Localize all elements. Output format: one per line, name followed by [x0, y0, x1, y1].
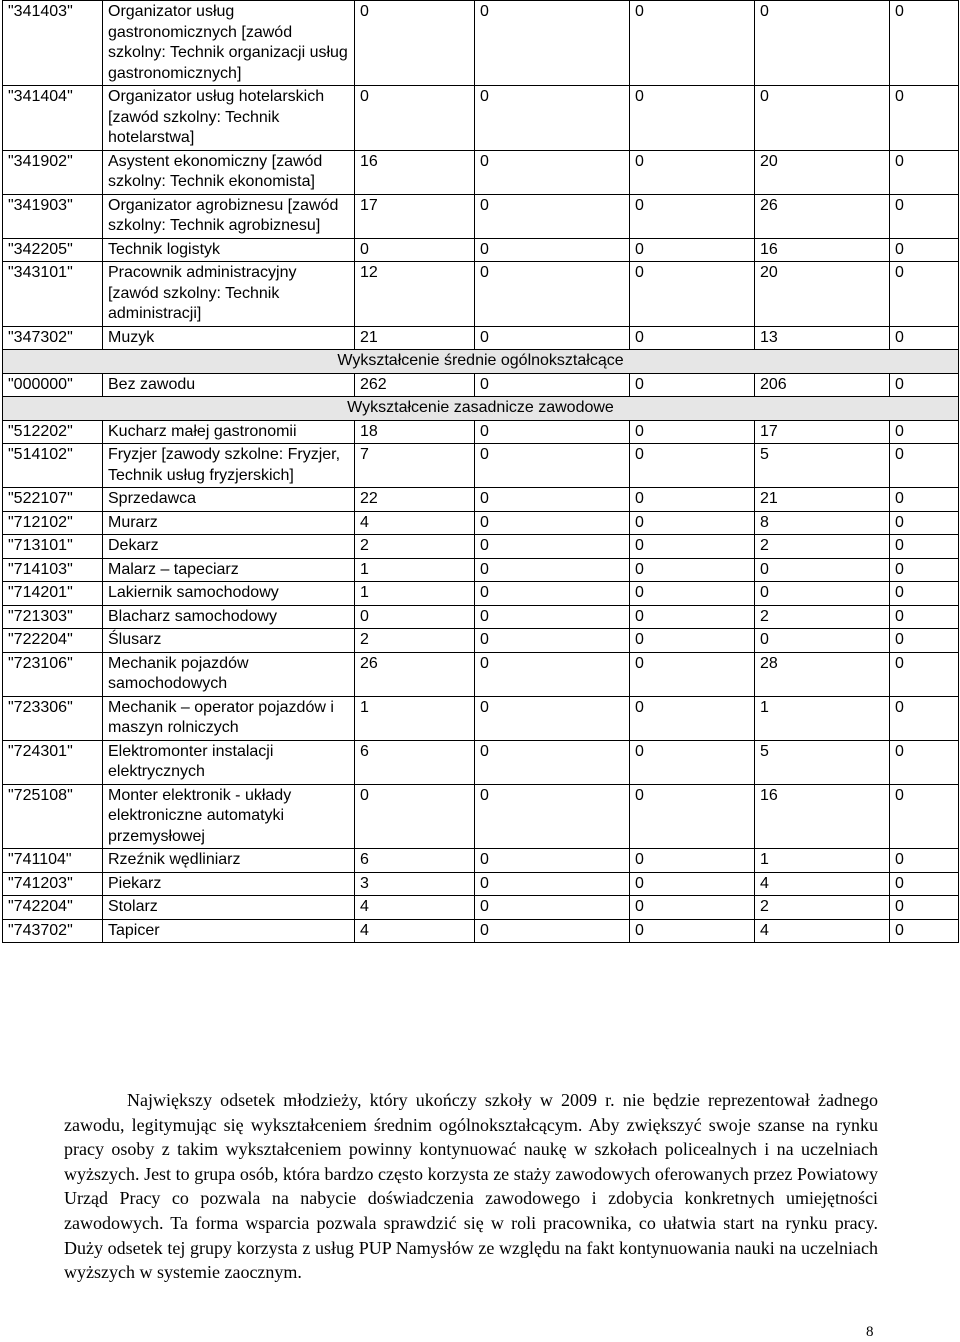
occupation-name: Organizator usług hotelarskich [zawód szkolny: Technik hotelarstwa] [103, 86, 355, 151]
value-cell: 2 [755, 605, 890, 629]
value-cell: 0 [475, 652, 630, 696]
value-cell: 0 [890, 784, 959, 849]
value-cell: 0 [890, 86, 959, 151]
table-row [3, 194, 959, 238]
value-cell: 0 [475, 535, 630, 559]
occupation-name: Ślusarz [103, 629, 355, 653]
occupation-name: Rzeźnik wędliniarz [103, 849, 355, 873]
value-cell: 0 [755, 558, 890, 582]
value-cell: 17 [755, 420, 890, 444]
value-cell: 0 [630, 194, 755, 238]
value-cell: 0 [890, 238, 959, 262]
value-cell: 262 [355, 373, 475, 397]
value-cell: 0 [475, 420, 630, 444]
value-cell: 0 [475, 605, 630, 629]
occupation-table [2, 0, 959, 943]
occupation-code: "341903" [3, 194, 103, 238]
table-row [3, 652, 959, 696]
value-cell: 12 [355, 262, 475, 327]
value-cell: 0 [630, 86, 755, 151]
occupation-code: "343101" [3, 262, 103, 327]
value-cell: 0 [475, 488, 630, 512]
table-row [3, 326, 959, 350]
value-cell: 0 [890, 740, 959, 784]
occupation-name: Murarz [103, 511, 355, 535]
value-cell: 0 [630, 535, 755, 559]
value-cell: 0 [630, 444, 755, 488]
value-cell: 3 [355, 872, 475, 896]
table-row [3, 558, 959, 582]
value-cell: 0 [630, 784, 755, 849]
occupation-code: "347302" [3, 326, 103, 350]
occupation-code: "341403" [3, 1, 103, 86]
value-cell: 0 [630, 896, 755, 920]
value-cell: 0 [630, 1, 755, 86]
value-cell: 1 [355, 558, 475, 582]
value-cell: 1 [355, 582, 475, 606]
value-cell: 0 [630, 919, 755, 943]
occupation-name: Kucharz małej gastronomii [103, 420, 355, 444]
value-cell: 5 [755, 740, 890, 784]
occupation-code: "723306" [3, 696, 103, 740]
value-cell: 0 [890, 373, 959, 397]
value-cell: 0 [475, 1, 630, 86]
value-cell: 0 [355, 238, 475, 262]
value-cell: 0 [890, 605, 959, 629]
occupation-name: Muzyk [103, 326, 355, 350]
occupation-name: Mechanik pojazdów samochodowych [103, 652, 355, 696]
occupation-name: Bez zawodu [103, 373, 355, 397]
value-cell: 21 [355, 326, 475, 350]
value-cell: 0 [630, 872, 755, 896]
value-cell: 0 [475, 872, 630, 896]
value-cell: 0 [890, 326, 959, 350]
table-row [3, 262, 959, 327]
value-cell: 0 [475, 849, 630, 873]
occupation-code: "713101" [3, 535, 103, 559]
value-cell: 4 [355, 896, 475, 920]
value-cell: 4 [355, 511, 475, 535]
value-cell: 0 [630, 696, 755, 740]
occupation-code: "712102" [3, 511, 103, 535]
occupation-name: Malarz – tapeciarz [103, 558, 355, 582]
value-cell: 0 [630, 558, 755, 582]
table-row [3, 872, 959, 896]
value-cell: 0 [475, 326, 630, 350]
occupation-name: Pracownik administracyjny [zawód szkolny: Technik administracji] [103, 262, 355, 327]
value-cell: 0 [890, 262, 959, 327]
value-cell: 16 [755, 238, 890, 262]
value-cell: 0 [630, 488, 755, 512]
value-cell: 0 [890, 535, 959, 559]
value-cell: 20 [755, 150, 890, 194]
occupation-name: Blacharz samochodowy [103, 605, 355, 629]
value-cell: 0 [355, 1, 475, 86]
value-cell: 1 [755, 696, 890, 740]
value-cell: 0 [890, 696, 959, 740]
summary-paragraph: Największy odsetek młodzieży, który ukończy szkoły w 2009 r. nie będzie reprezentował żadnego zawodu, legitymując się wykształceniem średnim ogólnokształcącym. Aby zwiększyć swoje szanse na rynku pracy osoby z takim wykształceniem powinny kontynuować naukę w szkołach policealnych i na uczelniach wyższych. Jest to grupa osób, która bardzo często korzysta ze staży zawodowych oferowanych przez Powiatowy Urząd Pracy co pozwala na nabycie doświadczenia zawodowego i zdobycia konkretnych umiejętności zawodowych. Ta forma wsparcia pozwala sprawdzić się w roli pracownika, co ułatwia start na rynku pracy. Duży odsetek tej grupy korzysta z usług PUP Namysłów ze względu na fakt kontynuowania nauki na uczelniach wyższych w systemie zaocznym. [64, 1090, 878, 1283]
section-header: Wykształcenie średnie ogólnokształcące [3, 350, 959, 374]
table-row [3, 605, 959, 629]
value-cell: 4 [755, 872, 890, 896]
value-cell: 1 [355, 696, 475, 740]
occupation-code: "341902" [3, 150, 103, 194]
occupation-code: "725108" [3, 784, 103, 849]
value-cell: 0 [475, 373, 630, 397]
value-cell: 2 [755, 896, 890, 920]
value-cell: 0 [475, 740, 630, 784]
occupation-name: Elektromonter instalacji elektrycznych [103, 740, 355, 784]
occupation-name: Technik logistyk [103, 238, 355, 262]
value-cell: 0 [890, 849, 959, 873]
value-cell: 0 [475, 919, 630, 943]
value-cell: 0 [355, 605, 475, 629]
value-cell: 0 [630, 150, 755, 194]
occupation-name: Stolarz [103, 896, 355, 920]
table-row [3, 582, 959, 606]
occupation-code: "741104" [3, 849, 103, 873]
value-cell: 16 [755, 784, 890, 849]
value-cell: 0 [475, 582, 630, 606]
section-header-row [3, 350, 959, 374]
value-cell: 0 [630, 262, 755, 327]
value-cell: 6 [355, 849, 475, 873]
table-row [3, 784, 959, 849]
value-cell: 0 [475, 629, 630, 653]
occupation-code: "342205" [3, 238, 103, 262]
value-cell: 7 [355, 444, 475, 488]
occupation-name: Organizator usług gastronomicznych [zawód szkolny: Technik organizacji usług gastronomicznych] [103, 1, 355, 86]
value-cell: 0 [890, 652, 959, 696]
value-cell: 18 [355, 420, 475, 444]
value-cell: 0 [630, 652, 755, 696]
occupation-code: "000000" [3, 373, 103, 397]
occupation-code: "724301" [3, 740, 103, 784]
value-cell: 6 [355, 740, 475, 784]
table-row [3, 373, 959, 397]
value-cell: 4 [755, 919, 890, 943]
occupation-code: "514102" [3, 444, 103, 488]
occupation-code: "743702" [3, 919, 103, 943]
value-cell: 0 [630, 740, 755, 784]
value-cell: 0 [355, 86, 475, 151]
value-cell: 0 [630, 373, 755, 397]
table-row [3, 444, 959, 488]
value-cell: 0 [475, 86, 630, 151]
value-cell: 0 [630, 582, 755, 606]
table-row [3, 896, 959, 920]
table-row [3, 696, 959, 740]
occupation-code: "341404" [3, 86, 103, 151]
value-cell: 1 [755, 849, 890, 873]
value-cell: 0 [890, 444, 959, 488]
value-cell: 21 [755, 488, 890, 512]
occupation-name: Asystent ekonomiczny [zawód szkolny: Technik ekonomista] [103, 150, 355, 194]
value-cell: 0 [890, 488, 959, 512]
value-cell: 17 [355, 194, 475, 238]
value-cell: 0 [630, 849, 755, 873]
value-cell: 20 [755, 262, 890, 327]
value-cell: 0 [630, 238, 755, 262]
value-cell: 0 [475, 784, 630, 849]
table-row [3, 150, 959, 194]
value-cell: 0 [630, 326, 755, 350]
value-cell: 2 [755, 535, 890, 559]
occupation-code: "522107" [3, 488, 103, 512]
value-cell: 0 [755, 629, 890, 653]
value-cell: 0 [355, 784, 475, 849]
value-cell: 2 [355, 535, 475, 559]
value-cell: 0 [890, 1, 959, 86]
value-cell: 0 [890, 558, 959, 582]
table-row [3, 849, 959, 873]
value-cell: 0 [475, 444, 630, 488]
value-cell: 2 [355, 629, 475, 653]
value-cell: 0 [475, 696, 630, 740]
occupation-code: "721303" [3, 605, 103, 629]
value-cell: 16 [355, 150, 475, 194]
occupation-name: Fryzjer [zawody szkolne: Fryzjer, Technik usług fryzjerskich] [103, 444, 355, 488]
value-cell: 0 [475, 238, 630, 262]
value-cell: 26 [355, 652, 475, 696]
occupation-code: "512202" [3, 420, 103, 444]
occupation-table-body [3, 1, 959, 943]
table-row [3, 1, 959, 86]
value-cell: 0 [890, 629, 959, 653]
table-row [3, 488, 959, 512]
table-row [3, 919, 959, 943]
value-cell: 0 [630, 605, 755, 629]
occupation-name: Sprzedawca [103, 488, 355, 512]
value-cell: 0 [630, 629, 755, 653]
value-cell: 0 [890, 150, 959, 194]
value-cell: 0 [755, 582, 890, 606]
value-cell: 0 [475, 896, 630, 920]
value-cell: 0 [890, 872, 959, 896]
value-cell: 0 [475, 558, 630, 582]
table-row [3, 629, 959, 653]
value-cell: 0 [630, 420, 755, 444]
occupation-code: "723106" [3, 652, 103, 696]
occupation-code: "722204" [3, 629, 103, 653]
occupation-name: Organizator agrobiznesu [zawód szkolny: Technik agrobiznesu] [103, 194, 355, 238]
value-cell: 5 [755, 444, 890, 488]
value-cell: 0 [890, 194, 959, 238]
value-cell: 0 [890, 582, 959, 606]
occupation-name: Tapicer [103, 919, 355, 943]
value-cell: 206 [755, 373, 890, 397]
value-cell: 0 [755, 86, 890, 151]
value-cell: 0 [475, 262, 630, 327]
occupation-code: "714201" [3, 582, 103, 606]
value-cell: 0 [630, 511, 755, 535]
value-cell: 0 [475, 511, 630, 535]
table-row [3, 238, 959, 262]
value-cell: 0 [890, 420, 959, 444]
page-number: 8 [866, 1324, 874, 1340]
table-row [3, 740, 959, 784]
value-cell: 28 [755, 652, 890, 696]
value-cell: 0 [890, 896, 959, 920]
occupation-name: Mechanik – operator pojazdów i maszyn rolniczych [103, 696, 355, 740]
section-header-row [3, 397, 959, 421]
value-cell: 0 [890, 919, 959, 943]
occupation-code: "714103" [3, 558, 103, 582]
occupation-name: Piekarz [103, 872, 355, 896]
value-cell: 13 [755, 326, 890, 350]
value-cell: 4 [355, 919, 475, 943]
table-row [3, 511, 959, 535]
value-cell: 0 [475, 150, 630, 194]
occupation-name: Lakiernik samochodowy [103, 582, 355, 606]
value-cell: 0 [890, 511, 959, 535]
occupation-code: "741203" [3, 872, 103, 896]
occupation-name: Monter elektronik - układy elektroniczne automatyki przemysłowej [103, 784, 355, 849]
table-row [3, 420, 959, 444]
occupation-name: Dekarz [103, 535, 355, 559]
occupation-code: "742204" [3, 896, 103, 920]
table-row [3, 86, 959, 151]
value-cell: 0 [755, 1, 890, 86]
value-cell: 0 [475, 194, 630, 238]
table-row [3, 535, 959, 559]
value-cell: 22 [355, 488, 475, 512]
section-header: Wykształcenie zasadnicze zawodowe [3, 397, 959, 421]
value-cell: 26 [755, 194, 890, 238]
value-cell: 8 [755, 511, 890, 535]
